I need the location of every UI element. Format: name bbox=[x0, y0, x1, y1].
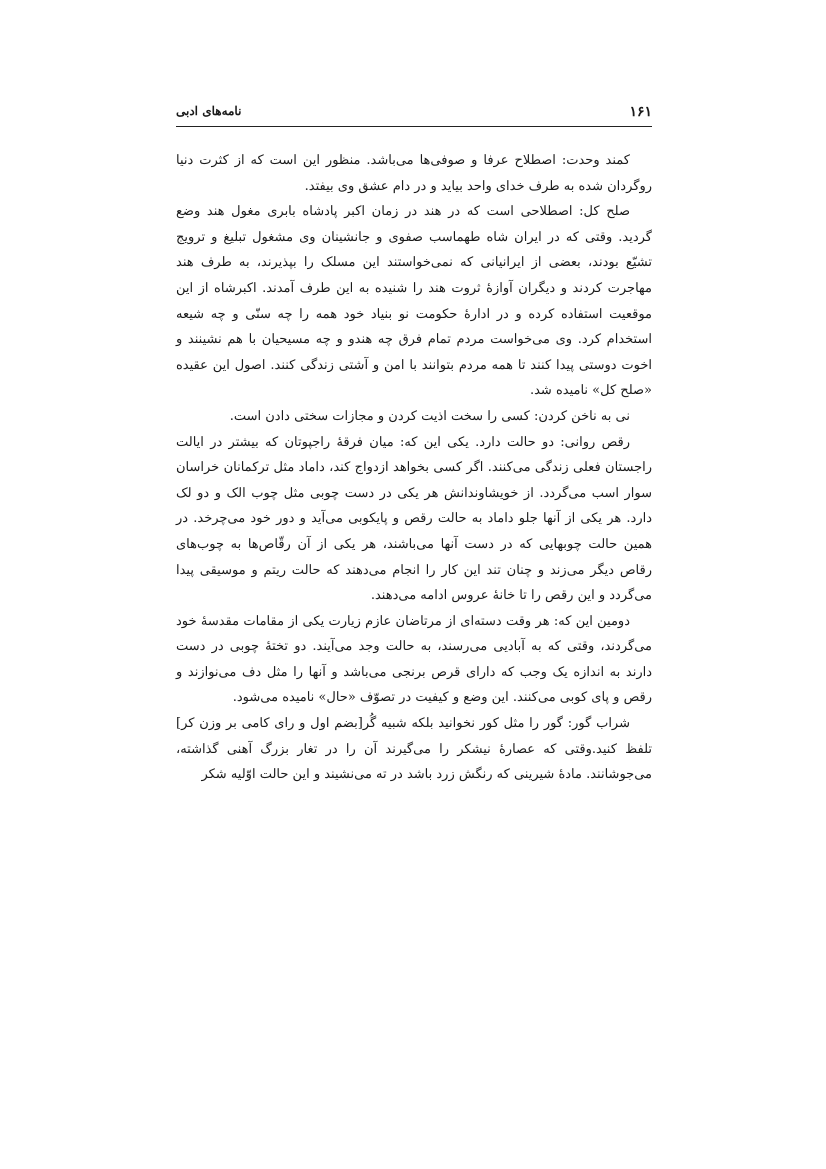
paragraph-ney-be-nakhon: نی به ناخن کردن: کسی را سخت اذیت کردن و مجازات سختی دادن است. bbox=[229, 408, 630, 424]
running-title: نامه‌های ادبی bbox=[176, 104, 242, 118]
paragraph-raqs-ravani: رقص روانی: دو حالت دارد. یکی این که: میان فرقهٔ راجپوتان که بیشتر در ایالت راجستان فعلی زندگی می‌کنند. اگر کسی بخواهد ازدواج کند، داماد مثل ترکمانان خراسان سوار اسب می‌گردد. از خویشاوندانش هر یکی در دست چوبی مثل چوب الک و دو لک دارد. هر یکی از آنها جلو داماد به حالت رقص و پایکوبی می‌آید و دور خود می‌چرخد. در همین حالت چوبهایی که در دست آنها می‌باشند، هر یکی از آن رقّاص‌ها به چوب‌های رقاص دیگر می‌زند و چنان تند این کار را انجام می‌دهند که حالت ریتم و موسیقی پیدا می‌گردد و این رقص را تا خانهٔ عروس ادامه می‌دهند. bbox=[176, 434, 652, 604]
paragraph-solh-kol: صلح کل: اصطلاحی است که در هند در زمان اکبر پادشاه بابری مغول هند وضع گردید. وقتی که در ایران شاه طهماسب صفوی و جانشینان وی مشغول تبلیغ و ترویج تشیّع بودند، بعضی از ایرانیانی که نمی‌خواستند این مسلک را بپذیرند، به طرف هند مهاجرت کردند و دیگران آوازهٔ ثروت هند را شنیده به این طرف آمدند. اکبرشاه از این موقعیت استفاده کرده و در ادارهٔ حکومت نو بنیاد خود همه را چه سنّی و چه شیعه استخدام کرد. وی می‌خواست مردم تمام فرق چه هندو و چه مسیحیان با هم نشینند و اخوت دوستی پیدا کنند تا همه مردم بتوانند با امن و آشتی زندگی کنند. اصول این عقیده «صلح کل» نامیده شد. bbox=[176, 204, 652, 399]
body-text bbox=[176, 148, 652, 788]
paragraph-kamand-vahdat: کمند وحدت: اصطلاح عرفا و صوفی‌ها می‌باشد. منظور این است که از کثرت دنیا روگردان شده به طرف خدای واحد بیاید و در دام عشق وی بیفتد. bbox=[176, 153, 652, 194]
page-header bbox=[176, 98, 652, 127]
page-number: ۱۶۱ bbox=[629, 104, 652, 120]
paragraph-dovomin: دومین این که: هر وقت دسته‌ای از مرتاضان عازم زیارت یکی از مقامات مقدسهٔ خود می‌گردند، وقتی که به آبادیی می‌رسند، به حالت وجد می‌آیند. دو تختهٔ چوبی در دست دارند به اندازه یک وجب که دارای قرص برنجی می‌باشد و آنها را مثل دف می‌نوازند و رقص و پای کوبی می‌کنند. این وضع و کیفیت در تصوّف «حال» نامیده می‌شود. bbox=[176, 613, 652, 706]
paragraph-sharab-gur: شراب گور: گور را مثل کور نخوانید بلکه شبیه گُر[بضم اول و رای کامی بر وزن کر] تلفظ کنید.وقتی که عصارهٔ نیشکر را می‌گیرند آن را در تغار بزرگ آهنی گذاشته، می‌جوشانند. مادهٔ شیرینی که رنگش زرد باشد در ته می‌نشیند و این حالت اوّلیه شکر bbox=[176, 716, 652, 783]
